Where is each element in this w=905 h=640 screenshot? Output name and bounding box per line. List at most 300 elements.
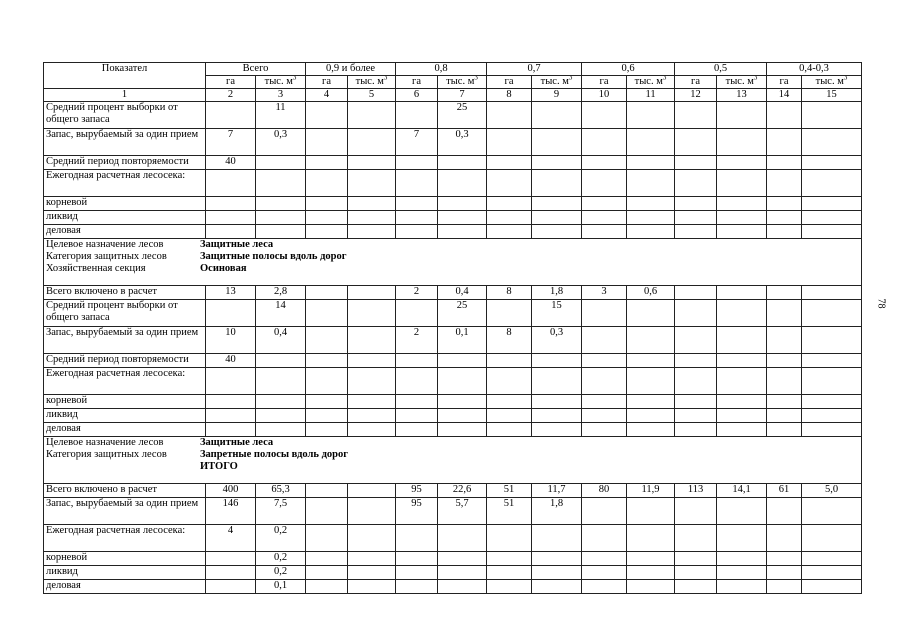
table-cell	[532, 156, 582, 170]
header-row-groups	[44, 63, 862, 76]
row-label: Ежегодная расчетная лесосека:	[44, 525, 206, 552]
table-cell: 65,3	[256, 484, 306, 498]
table-cell	[582, 580, 627, 594]
table-cell	[717, 129, 767, 156]
table-cell	[438, 566, 487, 580]
table-cell	[256, 354, 306, 368]
table-cell	[396, 395, 438, 409]
column-number: 4	[306, 89, 348, 102]
table-cell	[767, 197, 802, 211]
header-group: 0,6	[582, 63, 675, 76]
table-row	[44, 409, 862, 423]
table-cell	[487, 552, 532, 566]
row-label: ликвид	[44, 211, 206, 225]
table-cell: 2,8	[256, 286, 306, 300]
table-cell	[802, 498, 862, 525]
table-cell	[396, 525, 438, 552]
table-cell	[717, 102, 767, 129]
table-cell	[396, 566, 438, 580]
category-value: Запретные полосы вдоль дорог	[200, 449, 348, 460]
table-cell	[532, 354, 582, 368]
table-cell	[717, 197, 767, 211]
category-grid	[46, 239, 859, 275]
table-cell	[532, 102, 582, 129]
table-cell: 0,3	[438, 129, 487, 156]
unit-volume	[717, 76, 767, 89]
table-cell	[582, 525, 627, 552]
table-cell	[717, 423, 767, 437]
header-group: Всего	[206, 63, 306, 76]
table-cell	[348, 580, 396, 594]
table-cell	[306, 354, 348, 368]
table-cell	[396, 156, 438, 170]
table-cell	[675, 368, 717, 395]
table-cell	[532, 368, 582, 395]
table-cell	[582, 354, 627, 368]
category-value: Осиновая	[200, 263, 247, 274]
table-cell	[767, 300, 802, 327]
table-cell: 4	[206, 525, 256, 552]
table-cell	[802, 423, 862, 437]
table-cell	[438, 156, 487, 170]
table-cell	[306, 170, 348, 197]
table-cell	[767, 552, 802, 566]
table-cell	[487, 525, 532, 552]
table-row	[44, 580, 862, 594]
table-cell	[717, 395, 767, 409]
table-row	[44, 327, 862, 354]
table-cell	[206, 552, 256, 566]
unit-volume-text: тыс. м	[815, 76, 844, 87]
table-cell	[627, 225, 675, 239]
category-label: Хозяйственная секция	[46, 263, 146, 274]
table-cell	[438, 197, 487, 211]
table-cell	[438, 423, 487, 437]
unit-ha: га	[767, 76, 802, 89]
category-label: Целевое назначение лесов	[46, 437, 164, 448]
table-cell: 10	[206, 327, 256, 354]
unit-volume	[532, 76, 582, 89]
category-value: Защитные леса	[200, 239, 274, 250]
table-cell	[717, 368, 767, 395]
table-cell	[487, 368, 532, 395]
table-cell	[438, 552, 487, 566]
page-number: 78	[875, 298, 887, 309]
unit-ha: га	[582, 76, 627, 89]
table-cell	[717, 156, 767, 170]
unit-volume	[438, 76, 487, 89]
unit-volume-text: тыс. м	[725, 76, 754, 87]
header-group: 0,4-0,3	[767, 63, 862, 76]
table-cell	[802, 129, 862, 156]
table-cell	[532, 395, 582, 409]
table-cell: 0,4	[256, 327, 306, 354]
table-row	[44, 211, 862, 225]
table-cell	[306, 211, 348, 225]
table-cell	[256, 211, 306, 225]
table-row	[44, 102, 862, 129]
table-cell	[767, 225, 802, 239]
table-cell: 95	[396, 498, 438, 525]
table-cell	[767, 156, 802, 170]
table-cell	[256, 156, 306, 170]
table-cell	[582, 102, 627, 129]
table-row	[44, 525, 862, 552]
table-row	[44, 423, 862, 437]
table-cell	[206, 423, 256, 437]
unit-ha: га	[306, 76, 348, 89]
table-cell	[802, 354, 862, 368]
unit-volume	[256, 76, 306, 89]
table-cell	[767, 286, 802, 300]
unit-volume-text: тыс. м	[355, 76, 384, 87]
table-cell	[627, 566, 675, 580]
unit-ha: га	[487, 76, 532, 89]
table-cell	[348, 286, 396, 300]
table-cell	[487, 211, 532, 225]
table-cell	[627, 368, 675, 395]
table-cell	[532, 423, 582, 437]
table-cell	[306, 368, 348, 395]
table-cell	[532, 197, 582, 211]
column-number: 9	[532, 89, 582, 102]
table-row	[44, 566, 862, 580]
table-cell	[487, 409, 532, 423]
table-cell: 2	[396, 286, 438, 300]
table-cell	[532, 409, 582, 423]
table-cell	[675, 498, 717, 525]
unit-volume	[802, 76, 862, 89]
table-cell	[717, 354, 767, 368]
table-cell: 80	[582, 484, 627, 498]
table-cell	[396, 300, 438, 327]
table-cell	[675, 395, 717, 409]
table-cell	[348, 525, 396, 552]
category-cell	[44, 239, 862, 286]
category-label: Категория защитных лесов	[46, 449, 167, 460]
table-cell	[767, 211, 802, 225]
table-cell: 14,1	[717, 484, 767, 498]
table-row	[44, 498, 862, 525]
header-group: 0,5	[675, 63, 767, 76]
category-value: ИТОГО	[200, 461, 238, 472]
table-cell	[396, 211, 438, 225]
table-cell	[206, 102, 256, 129]
row-label: ликвид	[44, 566, 206, 580]
table-cell: 2	[396, 327, 438, 354]
table-cell	[306, 552, 348, 566]
table-cell	[627, 395, 675, 409]
row-label: Средний процент выборки от общего запаса	[44, 102, 206, 129]
column-number: 12	[675, 89, 717, 102]
table-cell	[582, 498, 627, 525]
table-cell	[532, 566, 582, 580]
table-cell	[675, 423, 717, 437]
table-cell	[767, 423, 802, 437]
table-cell	[582, 129, 627, 156]
table-cell	[487, 102, 532, 129]
table-cell	[802, 395, 862, 409]
table-cell	[206, 566, 256, 580]
header-group: 0,9 и более	[306, 63, 396, 76]
table-cell: 0,2	[256, 552, 306, 566]
table-cell	[802, 102, 862, 129]
row-label: Запас, вырубаемый за один прием	[44, 129, 206, 156]
table-cell	[348, 498, 396, 525]
unit-volume-sup: 3	[662, 75, 667, 82]
table-cell	[675, 156, 717, 170]
category-block	[44, 437, 862, 484]
table-cell: 0,2	[256, 566, 306, 580]
category-value: Защитные полосы вдоль дорог	[200, 251, 347, 262]
table-cell	[717, 525, 767, 552]
table-cell	[487, 197, 532, 211]
table-cell	[717, 580, 767, 594]
table-cell	[717, 225, 767, 239]
table-cell	[348, 197, 396, 211]
column-number: 13	[717, 89, 767, 102]
table-cell	[438, 395, 487, 409]
row-label: Ежегодная расчетная лесосека:	[44, 170, 206, 197]
table-cell	[306, 395, 348, 409]
table-cell: 0,3	[256, 129, 306, 156]
table-cell	[802, 156, 862, 170]
table-cell	[396, 552, 438, 566]
category-value: Защитные леса	[200, 437, 274, 448]
table-cell	[675, 102, 717, 129]
unit-volume	[348, 76, 396, 89]
table-cell	[802, 170, 862, 197]
table-cell: 0,2	[256, 525, 306, 552]
table-cell	[582, 409, 627, 423]
table-cell	[802, 409, 862, 423]
table-cell	[306, 327, 348, 354]
unit-volume-sup: 3	[753, 75, 758, 82]
table-cell	[802, 197, 862, 211]
table-cell	[627, 156, 675, 170]
table-cell	[582, 300, 627, 327]
table-cell	[206, 580, 256, 594]
table-cell	[438, 368, 487, 395]
table-cell	[802, 211, 862, 225]
table-cell	[627, 102, 675, 129]
table-cell	[627, 354, 675, 368]
table-cell	[348, 552, 396, 566]
table-cell	[675, 580, 717, 594]
table-cell	[487, 354, 532, 368]
table-cell	[627, 498, 675, 525]
table-cell	[675, 552, 717, 566]
table-cell	[206, 211, 256, 225]
table-cell	[487, 566, 532, 580]
table-cell	[802, 566, 862, 580]
table-cell	[348, 156, 396, 170]
row-label: Средний период повторяемости	[44, 354, 206, 368]
table-cell	[396, 197, 438, 211]
table-cell	[582, 225, 627, 239]
table-cell	[348, 225, 396, 239]
unit-volume	[627, 76, 675, 89]
table-cell	[206, 368, 256, 395]
table-cell	[675, 327, 717, 354]
table-cell	[717, 327, 767, 354]
column-number: 6	[396, 89, 438, 102]
table-cell	[582, 368, 627, 395]
table-cell	[582, 327, 627, 354]
table-cell	[348, 354, 396, 368]
unit-volume-text: тыс. м	[446, 76, 475, 87]
column-number: 7	[438, 89, 487, 102]
table-cell	[582, 197, 627, 211]
table-cell	[767, 395, 802, 409]
table-cell	[627, 525, 675, 552]
table-cell	[675, 129, 717, 156]
table-cell	[767, 566, 802, 580]
table-cell	[675, 197, 717, 211]
table-cell	[767, 170, 802, 197]
table-cell	[438, 211, 487, 225]
table-cell	[487, 395, 532, 409]
row-label: деловая	[44, 225, 206, 239]
table-cell	[717, 566, 767, 580]
category-cell	[44, 437, 862, 484]
table-cell	[675, 211, 717, 225]
table-row	[44, 129, 862, 156]
column-number: 14	[767, 89, 802, 102]
table-cell	[582, 423, 627, 437]
table-cell	[627, 552, 675, 566]
table-cell	[627, 197, 675, 211]
table-cell	[675, 286, 717, 300]
table-cell	[717, 286, 767, 300]
table-cell	[532, 580, 582, 594]
header-indicator: Показател	[44, 63, 206, 89]
row-label: Средний период повторяемости	[44, 156, 206, 170]
table-cell: 95	[396, 484, 438, 498]
table-cell	[438, 225, 487, 239]
table-cell	[256, 225, 306, 239]
table-cell: 0,3	[532, 327, 582, 354]
table-row	[44, 354, 862, 368]
table-cell	[582, 156, 627, 170]
table-cell	[487, 170, 532, 197]
table-cell	[206, 197, 256, 211]
table-cell	[348, 327, 396, 354]
unit-volume-text: тыс. м	[634, 76, 663, 87]
row-label: Средний процент выборки от общего запаса	[44, 300, 206, 327]
table-cell: 40	[206, 156, 256, 170]
table-cell	[306, 484, 348, 498]
table-cell	[627, 580, 675, 594]
table-cell	[532, 525, 582, 552]
table-cell: 11,9	[627, 484, 675, 498]
category-block	[44, 239, 862, 286]
row-label: Ежегодная расчетная лесосека:	[44, 368, 206, 395]
table-cell	[348, 484, 396, 498]
table-cell	[348, 211, 396, 225]
table-cell	[438, 170, 487, 197]
table-cell	[627, 211, 675, 225]
table-cell	[256, 368, 306, 395]
category-label: Целевое назначение лесов	[46, 239, 164, 250]
column-number: 11	[627, 89, 675, 102]
row-label: корневой	[44, 395, 206, 409]
table-cell	[487, 580, 532, 594]
table-cell	[717, 170, 767, 197]
table-cell	[767, 368, 802, 395]
row-label: корневой	[44, 197, 206, 211]
unit-ha: га	[396, 76, 438, 89]
table-cell	[767, 354, 802, 368]
row-label: деловая	[44, 580, 206, 594]
table-cell: 25	[438, 102, 487, 129]
row-label: деловая	[44, 423, 206, 437]
table-cell	[306, 286, 348, 300]
row-label: ликвид	[44, 409, 206, 423]
column-number: 1	[44, 89, 206, 102]
table-cell: 14	[256, 300, 306, 327]
table-cell	[348, 170, 396, 197]
table-cell	[767, 580, 802, 594]
table-cell	[396, 423, 438, 437]
table-cell	[627, 409, 675, 423]
table-cell	[627, 300, 675, 327]
table-cell	[675, 354, 717, 368]
table-cell: 25	[438, 300, 487, 327]
table-cell: 146	[206, 498, 256, 525]
unit-volume-sup: 3	[474, 75, 478, 82]
table-cell: 11,7	[532, 484, 582, 498]
unit-volume-sup: 3	[843, 75, 848, 82]
table-cell: 51	[487, 498, 532, 525]
table-cell	[675, 525, 717, 552]
table-row	[44, 156, 862, 170]
table-cell: 8	[487, 327, 532, 354]
table-cell: 1,8	[532, 498, 582, 525]
row-label: Запас, вырубаемый за один прием	[44, 498, 206, 525]
table-cell	[675, 566, 717, 580]
table-cell	[802, 225, 862, 239]
table-cell	[627, 423, 675, 437]
table-cell: 40	[206, 354, 256, 368]
table-cell	[802, 525, 862, 552]
table-cell: 113	[675, 484, 717, 498]
table-cell	[627, 129, 675, 156]
table-cell	[306, 225, 348, 239]
unit-volume-sup: 3	[383, 75, 388, 82]
unit-ha: га	[206, 76, 256, 89]
header-group: 0,7	[487, 63, 582, 76]
table-row	[44, 552, 862, 566]
table-cell	[487, 129, 532, 156]
table-cell	[206, 170, 256, 197]
table-cell: 0,6	[627, 286, 675, 300]
table-cell	[306, 498, 348, 525]
table-cell	[306, 409, 348, 423]
unit-volume-text: тыс. м	[264, 76, 293, 87]
table-cell	[487, 300, 532, 327]
column-number: 10	[582, 89, 627, 102]
table-cell: 13	[206, 286, 256, 300]
table-cell: 11	[256, 102, 306, 129]
table-cell	[206, 225, 256, 239]
table-cell	[306, 300, 348, 327]
table-cell	[767, 498, 802, 525]
table-cell	[306, 423, 348, 437]
table-cell: 7	[396, 129, 438, 156]
table-cell	[675, 225, 717, 239]
table-cell: 22,6	[438, 484, 487, 498]
